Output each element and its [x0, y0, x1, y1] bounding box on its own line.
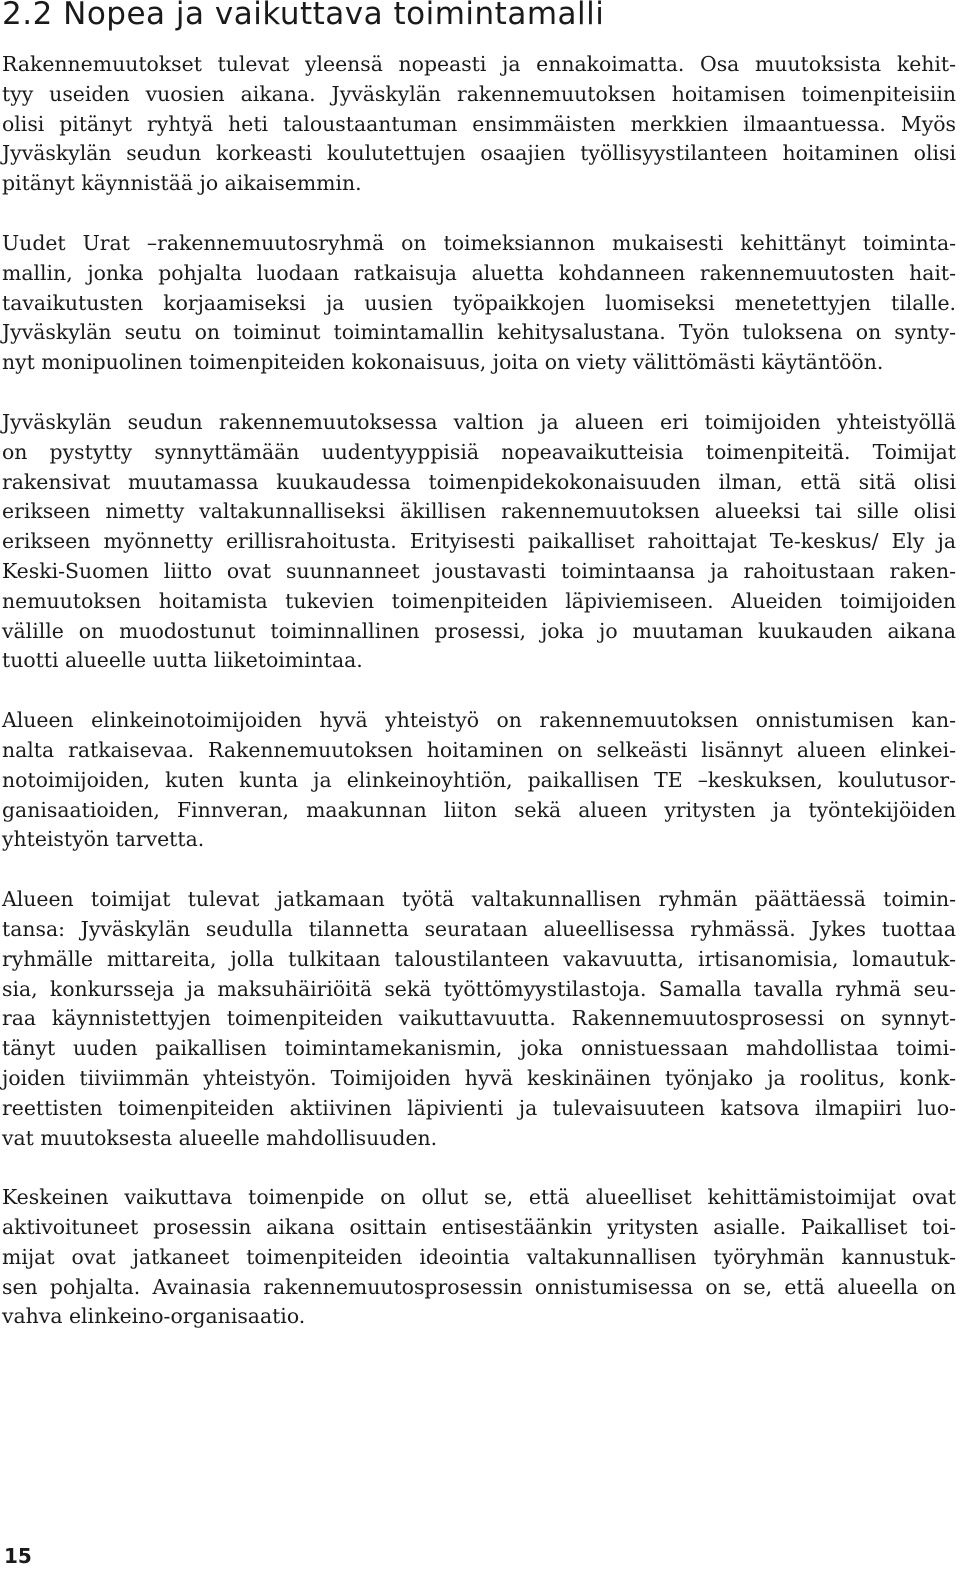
text-line: yhteistyön tarvetta. [2, 827, 205, 852]
paragraph-2 [2, 229, 956, 378]
text-line: Rakennemuutokset tulevat yleensä nopeasti ja ennakoimatta. Osa muutoksista kehit- [2, 52, 956, 76]
page-number: 15 [4, 1544, 32, 1568]
paragraph-4 [2, 706, 956, 855]
text-line: Keski-Suomen liitto ovat suunnanneet joustavasti toimintaansa ja rahoitustaan raken- [2, 558, 956, 583]
text-line: Jyväskylän seutu on toiminut toimintamallin kehitysalustana. Työn tuloksena on synty- [2, 320, 956, 345]
text-line: notoimijoiden, kuten kunta ja elinkeinoyhtiön, paikallisen TE –keskuksen, koulutusor- [2, 767, 956, 792]
text-line: ganisaatioiden, Finnveran, maakunnan liiton sekä alueen yritysten ja työntekijöiden [2, 797, 956, 822]
text-line: nalta ratkaisevaa. Rakennemuutoksen hoitaminen on selkeästi lisännyt alueen elinkei- [2, 737, 956, 762]
text-line: aktivoituneet prosessin aikana osittain entisestäänkin yritysten asialle. Paikalliset toi- [2, 1215, 956, 1240]
text-line: rakensivat muutamassa kuukaudessa toimenpidekokonaisuuden ilman, että sitä olisi [2, 469, 956, 494]
text-line: tavaikutusten korjaamiseksi ja uusien työpaikkojen luomiseksi menetettyjen tilalle. [2, 290, 956, 315]
text-line: tansa: Jyväskylän seudulla tilannetta seurataan alueellisessa ryhmässä. Jykes tuottaa [2, 916, 956, 941]
text-line: tuotti alueelle uutta liiketoimintaa. [2, 648, 363, 673]
text-line: ryhmälle mittareita, jolla tulkitaan taloustilanteen vakavuutta, irtisanomisia, lomautuk- [2, 946, 956, 971]
text-line: tyy useiden vuosien aikana. Jyväskylän rakennemuutoksen hoitamisen toimenpiteisiin [2, 81, 956, 106]
text-line: mallin, jonka pohjalta luodaan ratkaisuja aluetta kohdanneen rakennemuutosten hait- [2, 260, 956, 285]
text-line: olisi pitänyt ryhtyä heti taloustaantuman ensimmäisten merkkien ilmaantuessa. Myös [2, 111, 956, 136]
text-line: erikseen myönnetty erillisrahoitusta. Erityisesti paikalliset rahoittajat Te-keskus/ Ely ja [2, 529, 956, 554]
text-line: vahva elinkeino-organisaatio. [2, 1304, 306, 1329]
text-line: pitänyt käynnistää jo aikaisemmin. [2, 171, 362, 196]
text-line: erikseen nimetty valtakunnalliseksi äkillisen rakennemuutoksen alueeksi tai sille olisi [2, 499, 956, 524]
text-line: sia, konkursseja ja maksuhäiriöitä sekä työttömyystilastoja. Samalla tavalla ryhmä seu- [2, 976, 956, 1001]
text-line: Alueen elinkeinotoimijoiden hyvä yhteistyö on rakennemuutoksen onnistumisen kan- [2, 708, 956, 733]
text-line: raa käynnistettyjen toimenpiteiden vaikuttavuutta. Rakennemuutosprosessi on synnyt- [2, 1006, 956, 1031]
paragraph-6 [2, 1183, 956, 1332]
text-line: nyt monipuolinen toimenpiteiden kokonaisuus, joita on viety välittömästi käytäntöön. [2, 350, 884, 375]
text-line: Jyväskylän seudun rakennemuutoksessa valtion ja alueen eri toimijoiden yhteistyöllä [2, 409, 956, 434]
body-text [2, 50, 956, 1362]
text-line: joiden tiiviimmän yhteistyön. Toimijoiden hyvä keskinäinen työnjako ja roolitus, konk- [2, 1065, 956, 1090]
paragraph-3 [2, 408, 956, 676]
text-line: Keskeinen vaikuttava toimenpide on ollut se, että alueelliset kehittämistoimijat ovat [2, 1185, 956, 1210]
text-line: reettisten toimenpiteiden aktiivinen läpivienti ja tulevaisuuteen katsova ilmapiiri luo- [2, 1095, 956, 1120]
text-line: nemuutoksen hoitamista tukevien toimenpiteiden läpiviemiseen. Alueiden toimijoiden [2, 588, 956, 613]
paragraph-5 [2, 885, 956, 1153]
text-line: välille on muodostunut toiminnallinen prosessi, joka jo muutaman kuukauden aikana [2, 618, 956, 643]
text-line: Uudet Urat –rakennemuutosryhmä on toimeksiannon mukaisesti kehittänyt toiminta- [2, 230, 956, 255]
text-line: vat muutoksesta alueelle mahdollisuuden. [2, 1125, 438, 1150]
text-line: tänyt uuden paikallisen toimintamekanismin, joka onnistuessaan mahdollistaa toimi- [2, 1036, 956, 1061]
section-heading: 2.2 Nopea ja vaikuttava toimintamalli [2, 0, 605, 32]
text-line: sen pohjalta. Avainasia rakennemuutosprosessin onnistumisessa on se, että alueella on [2, 1274, 956, 1299]
text-line: Alueen toimijat tulevat jatkamaan työtä valtakunnallisen ryhmän päättäessä toimin- [2, 887, 956, 912]
paragraph-1 [2, 50, 956, 199]
text-line: mijat ovat jatkaneet toimenpiteiden ideointia valtakunnallisen työryhmän kannustuk- [2, 1244, 956, 1269]
text-line: on pystytty synnyttämään uudentyyppisiä nopeavaikutteisia toimenpiteitä. Toimijat [2, 439, 956, 464]
text-line: Jyväskylän seudun korkeasti koulutettujen osaajien työllisyystilanteen hoitaminen olisi [2, 141, 956, 166]
